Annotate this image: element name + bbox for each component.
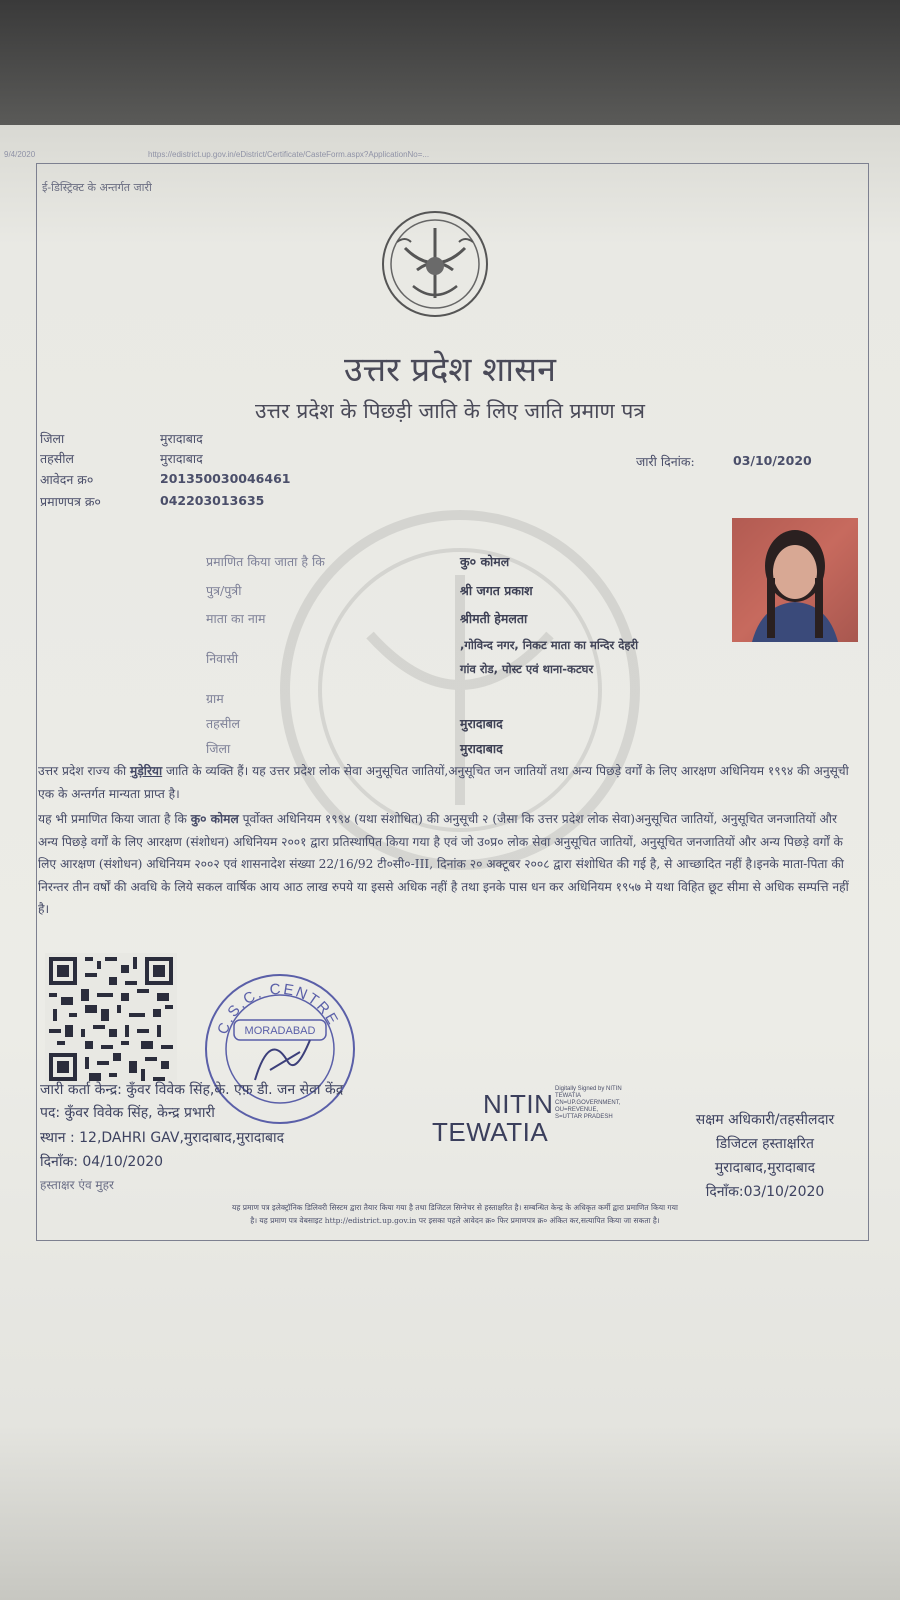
issue-date-label: जारी दिनांक: [636, 454, 695, 469]
authority-title: सक्षम अधिकारी/तहसीलदार [695, 1112, 835, 1128]
application-number: 201350030046461 [160, 471, 291, 486]
issuer-place: स्थान : 12,DAHRI GAV,मुरादाबाद,मुरादाबाद [40, 1130, 285, 1146]
stamp-center-text: MORADABAD [244, 1025, 316, 1037]
background-dark-area [0, 0, 900, 125]
edistrict-note: ई-डिस्ट्रिक्ट के अन्तर्गत जारी [42, 181, 152, 194]
authority-date: दिनाँक:03/10/2020 [705, 1184, 825, 1200]
caste-name: मुड़ेरिया [129, 764, 163, 778]
applicant-name: कु० कोमल [460, 554, 510, 569]
certificate-number: 042203013635 [160, 493, 265, 508]
field-tehsil-label: तहसील [206, 716, 240, 731]
address-line1: ,गोविन्द नगर, निकट माता का मन्दिर देहरी [460, 638, 639, 652]
qr-code [44, 953, 178, 1085]
field-district-label: जिला [206, 741, 231, 756]
csc-stamp [200, 970, 360, 1128]
dsig-line5: S=UTTAR PRADESH [555, 1114, 613, 1120]
dsig-line3: CN=UP.GOVERNMENT, [555, 1100, 621, 1106]
p2-applicant-name: कु० कोमल [190, 812, 239, 826]
issuer-center: जारी कर्ता केन्द्र: कुँवर विवेक सिंह,के. एफ़ डी. जन सेवा केंद्र [40, 1082, 344, 1098]
stamp-ring-text: C.S.C. CENTRE [214, 980, 343, 1037]
footer-note-2: है। यह प्रमाण पत्र वेबसाइट http://edistrict.up.gov.in पर इसका पहले आवेदन क्र० फिर प्रमाणपत्र क्र० अंकित कर,सत्यापित किया जा सकता है। [250, 1216, 660, 1225]
certified-label: प्रमाणित किया जाता है कि [206, 554, 325, 569]
page-title: उत्तर प्रदेश शासन [344, 350, 556, 390]
dsig-line4: OU=REVENUE, [555, 1107, 599, 1113]
tehsil-value: मुरादाबाद [160, 451, 203, 466]
applicant-photo [732, 518, 858, 642]
resident-label: निवासी [206, 651, 239, 666]
field-tehsil-value: मुरादाबाद [460, 716, 503, 731]
signer-first-name: NITIN [483, 1089, 554, 1119]
mother-name: श्रीमती हेमलता [460, 611, 528, 626]
tehsil-label: तहसील [40, 451, 74, 466]
dsig-line2: TEWATIA [555, 1093, 581, 1099]
p2-text-start: यह भी प्रमाणित किया जाता है कि [38, 812, 191, 826]
print-url: https://edistrict.up.gov.in/eDistrict/Certificate/CasteForm.aspx?ApplicationNo=... [148, 150, 430, 159]
p1-text-start: उत्तर प्रदेश राज्य की [38, 764, 130, 778]
address-line2: गांव रोड, पोस्ट एवं थाना-कटघर [460, 662, 594, 676]
p1-text-end: जाति के व्यक्ति हैं। यह उत्तर प्रदेश लोक सेवा अनुसूचित जातियों,अनुसूचित जन जातियों तथा अन्य पिछड़े वर्गों के लिए आरक्षण अधिनियम १९९४ की अनुसूची एक के अन्तर्गत मान्यता प्राप्त है। [38, 764, 849, 801]
sign-seal-label: हस्ताक्षर एंव मुहर [40, 1178, 114, 1192]
dsig-line1: Digitally Signed by NITIN [555, 1086, 622, 1092]
application-label: आवेदन क्र० [40, 472, 94, 487]
mother-label: माता का नाम [206, 611, 266, 626]
authority-digital: डिजिटल हस्ताक्षरित [716, 1136, 814, 1152]
page-subtitle: उत्तर प्रदेश के पिछड़ी जाति के लिए जाति प्रमाण पत्र [255, 399, 645, 423]
issuer-date: दिनाँक: 04/10/2020 [40, 1154, 164, 1170]
authority-place: मुरादाबाद,मुरादाबाद [714, 1160, 816, 1176]
village-label: ग्राम [206, 691, 224, 706]
digital-sign-details [555, 1086, 622, 1121]
field-district-value: मुरादाबाद [460, 741, 503, 756]
issuer-post: पद: कुँवर विवेक सिंह, केन्द्र प्रभारी [40, 1105, 215, 1121]
signer-last-name: TEWATIA [432, 1117, 549, 1147]
certificate-label: प्रमाणपत्र क्र० [40, 494, 101, 509]
father-name: श्री जगत प्रकाश [460, 583, 533, 598]
print-date: 9/4/2020 [4, 150, 36, 159]
certification-paragraph [38, 808, 858, 921]
district-value: मुरादाबाद [160, 431, 203, 446]
son-daughter-label: पुत्र/पुत्री [206, 583, 242, 598]
issue-date-value: 03/10/2020 [733, 453, 812, 468]
p2-text-end: पूर्वोक्त अधिनियम १९९४ (यथा संशोधित) की अनुसूची २ (जैसा कि उत्तर प्रदेश लोक सेवा)अनुसूचित जातियों, अनुसूचित जनजातियों और अन्य पिछड़े वर्गों के लिए आरक्षण (संशोधन) अधिनियम २००१ द्वारा प्रतिस्थापित किया गया है एवं जो उ०प्र० लोक सेवा अनुसूचित जातियों, अनुसूचित जनजातियों और अन्य पिछड़े वर्गों के लिए आरक्षण (संशोधन) अधिनियम २००२ एवं शासनादेश संख्या 22/16/92 टी०सी०-III, दिनांक २० अक्टूबर २००८ द्वारा संशोधित की गई है, से आच्छादित नहीं है।इनके माता-पिता की निरन्तर तीन वर्षों की अवधि के लिये सकल वार्षिक आय आठ लाख रुपये या इससे अधिक नहीं है तथा इनके पास धन कर अधिनियम १९५७ मे यथा विहित छूट सीमा से अधिक सम्पत्ति नहीं है। [38, 812, 849, 916]
footer-note-1: यह प्रमाण पत्र इलेक्ट्रॉनिक डिलिवरी सिस्टम द्वारा तैयार किया गया है तथा डिजिटल सिग्नेचर से हस्ताक्षरित है। सम्बन्धित केन्द्र के अधिकृत कर्मी द्वारा प्रमाणित किया गया [232, 1203, 678, 1212]
caste-paragraph [38, 760, 858, 805]
up-emblem-icon [375, 208, 495, 320]
district-label: जिला [40, 431, 65, 446]
